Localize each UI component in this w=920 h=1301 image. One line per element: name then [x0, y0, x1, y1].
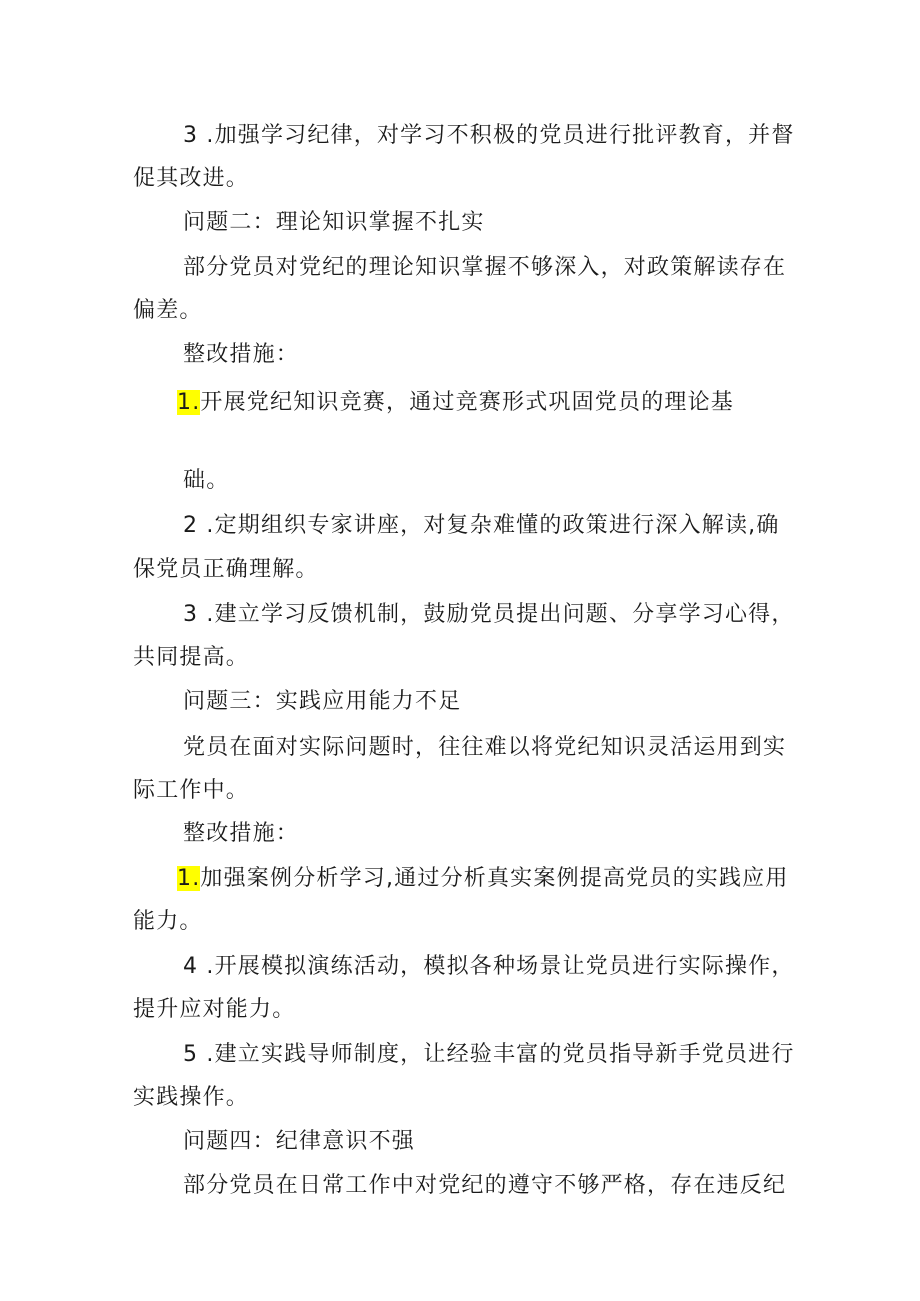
section-heading: 问题三：实践应用能力不足	[183, 689, 462, 714]
paragraph-line: 党员在面对实际问题时，往往难以将党纪知识灵活运用到实	[183, 735, 787, 760]
highlighted-number: 1.	[177, 866, 201, 891]
paragraph-line: 2 .定期组织专家讲座，对复杂难懂的政策进行深入解读,确	[183, 513, 780, 538]
paragraph-line: 际工作中。	[133, 778, 250, 803]
paragraph-line: 实践操作。	[133, 1085, 250, 1110]
paragraph-text: 开展党纪知识竞赛，通过竞赛形式巩固党员的理论基	[200, 390, 734, 415]
paragraph-line: 保党员正确理解。	[133, 557, 319, 582]
paragraph-line: 4 .开展模拟演练活动，模拟各种场景让党员进行实际操作，	[183, 954, 795, 979]
paragraph-line: 部分党员在日常工作中对党纪的遵守不够严格，存在违反纪	[183, 1173, 787, 1198]
paragraph-line	[177, 388, 734, 418]
paragraph-line: 础。	[183, 468, 230, 493]
paragraph-line: 促其改进。	[133, 166, 250, 191]
paragraph-line: 5 .建立实践导师制度，让经验丰富的党员指导新手党员进行	[183, 1042, 795, 1067]
paragraph-line: 3 .建立学习反馈机制，鼓励党员提出问题、分享学习心得，	[183, 602, 795, 627]
highlighted-number: 1.	[177, 390, 201, 415]
section-heading: 问题四：纪律意识不强	[183, 1129, 416, 1154]
paragraph-line: 提升应对能力。	[133, 997, 296, 1022]
measures-heading: 整改措施：	[183, 342, 300, 367]
section-heading: 问题二：理论知识掌握不扎实	[183, 210, 485, 235]
measures-heading: 整改措施：	[183, 821, 300, 846]
paragraph-line: 3 .加强学习纪律，对学习不积极的党员进行批评教育，并督	[183, 123, 795, 148]
paragraph-line: 偏差。	[133, 298, 203, 323]
paragraph-line: 部分党员对党纪的理论知识掌握不够深入，对政策解读存在	[183, 255, 787, 280]
paragraph-line: 能力。	[133, 909, 203, 934]
paragraph-line	[177, 864, 789, 894]
paragraph-text: 加强案例分析学习,通过分析真实案例提高党员的实践应用	[200, 866, 789, 891]
paragraph-line: 共同提高。	[133, 645, 250, 670]
